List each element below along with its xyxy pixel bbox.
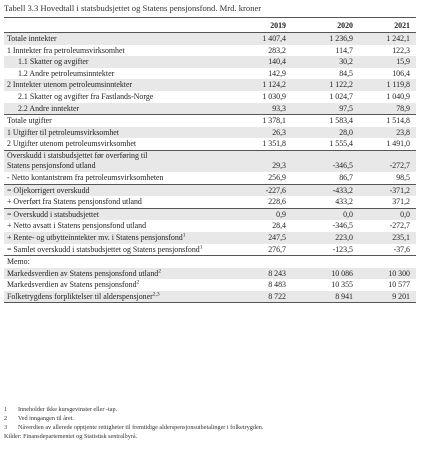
- cell-value: 15,9: [396, 57, 410, 67]
- cell-value: 223,0: [335, 232, 353, 242]
- cell-value: 0,9: [276, 209, 286, 219]
- cell-value: 10 355: [331, 280, 353, 290]
- cell-value: 1 351,8: [262, 139, 286, 149]
- table-row: [4, 79, 416, 91]
- cell-value: 1 024,7: [329, 91, 353, 101]
- row-label-text: Folketrygdens forpliktelser til alderspensjoner: [7, 291, 153, 301]
- cell-value: 28,0: [339, 127, 353, 137]
- row-label: [7, 268, 161, 280]
- source-note: [4, 433, 137, 440]
- cell-value: 283,2: [268, 45, 286, 55]
- cell-value: -123,5: [332, 244, 353, 254]
- row-label: Totale utgifter: [7, 116, 52, 126]
- cell-value: 1 119,8: [386, 80, 410, 90]
- cell-value: 8 243: [268, 268, 286, 278]
- cell-value: 1 491,0: [386, 139, 410, 149]
- row-label-line: Statens pensjonsfond utland: [7, 161, 96, 171]
- table-row: [4, 209, 416, 221]
- source-text: Kilder: Finansdepartementet og Statistisk sentralbyrå.: [4, 433, 138, 440]
- cell-value: 26,3: [272, 127, 286, 137]
- table-row: [4, 256, 416, 268]
- cell-value: 235,1: [392, 232, 410, 242]
- cell-value: 23,8: [396, 127, 410, 137]
- cell-value: 97,5: [339, 103, 353, 113]
- footnote-ref: 2: [136, 279, 140, 286]
- cell-value: 0,0: [400, 209, 410, 219]
- footnote-number: 2: [4, 415, 8, 422]
- row-label: 1 Utgifter til petroleumsvirksomhet: [7, 127, 119, 137]
- row-label: + Netto avsatt i Statens pensjonsfond utland: [7, 221, 147, 231]
- row-label-line: Overskudd i statsbudsjettet før overføring til: [7, 150, 148, 160]
- row-label: [7, 279, 139, 291]
- row-label: = Oljekorrigert overskudd: [7, 185, 90, 195]
- cell-value: 93,3: [272, 103, 286, 113]
- table-row: [4, 220, 416, 232]
- cell-value: 256,9: [268, 172, 286, 182]
- footnote-ref: 1: [199, 243, 203, 250]
- footnote: [4, 415, 74, 422]
- row-label: 2.2 Andre inntekter: [18, 103, 80, 113]
- cell-value: 106,4: [392, 68, 410, 78]
- row-label-text: Markedsverdien av Statens pensjonsfond: [7, 280, 137, 290]
- row-label: [7, 151, 147, 171]
- table-row: [4, 244, 416, 257]
- year-header: 2019: [270, 21, 286, 30]
- row-label: 2 Inntekter utenom petroleumsinntekter: [7, 80, 133, 90]
- row-label: 1.1 Skatter og avgifter: [18, 57, 89, 67]
- cell-value: 371,2: [392, 197, 410, 207]
- cell-value: 1 555,4: [329, 139, 353, 149]
- table-row: [4, 268, 416, 280]
- footnote-text: Ved inngangen til året.: [18, 415, 75, 422]
- cell-value: 10 086: [331, 268, 353, 278]
- cell-value: 29,3: [272, 160, 286, 170]
- cell-value: 1 378,1: [262, 116, 286, 126]
- table-row: [4, 56, 416, 68]
- cell-value: -272,7: [389, 221, 410, 231]
- cell-value: -37,6: [393, 244, 410, 254]
- cell-value: 1 122,2: [329, 80, 353, 90]
- cell-value: 10 300: [388, 268, 410, 278]
- cell-value: 1 236,9: [329, 34, 353, 43]
- table-row: [4, 68, 416, 80]
- cell-value: 9 201: [392, 291, 410, 301]
- table-row: [4, 232, 416, 244]
- cell-value: -272,7: [389, 160, 410, 170]
- cell-value: 8 722: [268, 291, 286, 301]
- cell-value: 433,2: [335, 197, 353, 207]
- table-header-row: [4, 17, 416, 33]
- table-row: [4, 172, 416, 185]
- cell-value: 114,7: [335, 45, 353, 55]
- footnote-ref: 1: [182, 232, 186, 239]
- row-label-text: + Rente- og utbytteinntekter mv. i Statens pensjonsfond: [7, 232, 183, 242]
- table-row: [4, 91, 416, 103]
- row-label: = Overskudd i statsbudsjettet: [7, 209, 99, 219]
- cell-value: -346,5: [332, 160, 353, 170]
- row-label-text: = Samlet overskudd i statsbudsjettet og Statens pensjonsfond: [7, 244, 200, 254]
- footnote-ref: 2,3: [152, 291, 160, 298]
- row-label: + Overført fra Statens pensjonsfond utland: [7, 197, 142, 207]
- table-row: [4, 138, 416, 151]
- cell-value: -433,2: [332, 185, 353, 195]
- cell-value: 1 030,9: [262, 91, 286, 101]
- budget-table: [4, 17, 416, 303]
- cell-value: 8 483: [268, 280, 286, 290]
- row-label: 1 Inntekter fra petroleumsvirksomhet: [7, 45, 125, 55]
- cell-value: 276,7: [268, 244, 286, 254]
- cell-value: -371,2: [389, 185, 410, 195]
- row-label: Totale inntekter: [7, 34, 57, 43]
- year-header: 2020: [337, 21, 353, 30]
- table-row: [4, 127, 416, 139]
- row-label-text: Markedsverdien av Statens pensjonsfond utland: [7, 268, 159, 278]
- table-row: [4, 45, 416, 57]
- table-caption: Tabell 3.3 Hovedtall i statsbudsjettet og Statens pensjonsfond. Mrd. kroner: [4, 3, 262, 13]
- cell-value: 28,4: [272, 221, 286, 231]
- cell-value: 10 577: [388, 280, 410, 290]
- footnote-text: Inneholder ikke kursgevinster eller -tap.: [18, 406, 118, 413]
- row-label: - Netto kontantstrøm fra petroleumsvirksomheten: [7, 172, 164, 182]
- table-row: [4, 291, 416, 304]
- cell-value: 86,7: [339, 172, 353, 182]
- footnote-number: 3: [4, 424, 8, 431]
- row-label: [7, 244, 202, 256]
- table-row: [4, 185, 416, 197]
- cell-value: 1 242,1: [386, 34, 410, 43]
- cell-value: 1 514,8: [386, 116, 410, 126]
- cell-value: -346,5: [332, 221, 353, 231]
- table-row: [4, 103, 416, 116]
- table-row: [4, 196, 416, 209]
- footnote: [4, 406, 117, 413]
- cell-value: 142,9: [268, 68, 286, 78]
- row-label: 2 Utgifter utenom petroleumsvirksomhet: [7, 139, 137, 149]
- cell-value: 1 040,9: [386, 91, 410, 101]
- memo-label: Memo:: [7, 257, 30, 267]
- cell-value: 228,6: [268, 197, 286, 207]
- table-row: [4, 115, 416, 127]
- cell-value: 140,4: [268, 57, 286, 67]
- footnote: [4, 424, 263, 431]
- footnote-ref: 2: [158, 268, 161, 275]
- cell-value: 30,2: [339, 57, 353, 67]
- row-label: 1.2 Andre petroleumsinntekter: [18, 68, 115, 78]
- table-row: [4, 279, 416, 291]
- cell-value: 1 407,4: [262, 34, 286, 43]
- table-row: [4, 151, 416, 172]
- cell-value: 122,3: [392, 45, 410, 55]
- cell-value: 78,9: [396, 103, 410, 113]
- cell-value: 1 124,2: [262, 80, 286, 90]
- cell-value: -227,6: [265, 185, 286, 195]
- cell-value: 247,5: [268, 232, 286, 242]
- cell-value: 84,5: [339, 68, 353, 78]
- footnote-text: Nåverdien av allerede opptjente rettigheter til fremtidige alderspensjonsutbetalinger i folketrygden.: [18, 424, 264, 431]
- footnote-number: 1: [4, 406, 8, 413]
- year-header: 2021: [394, 21, 410, 30]
- row-label: [7, 232, 186, 244]
- cell-value: 8 941: [335, 291, 353, 301]
- table-row: [4, 33, 416, 45]
- cell-value: 1 583,4: [329, 116, 353, 126]
- cell-value: 0,0: [343, 209, 353, 219]
- row-label: 2.1 Skatter og avgifter fra Fastlands-Norge: [18, 91, 154, 101]
- cell-value: 98,5: [396, 172, 410, 182]
- row-label: [7, 291, 160, 303]
